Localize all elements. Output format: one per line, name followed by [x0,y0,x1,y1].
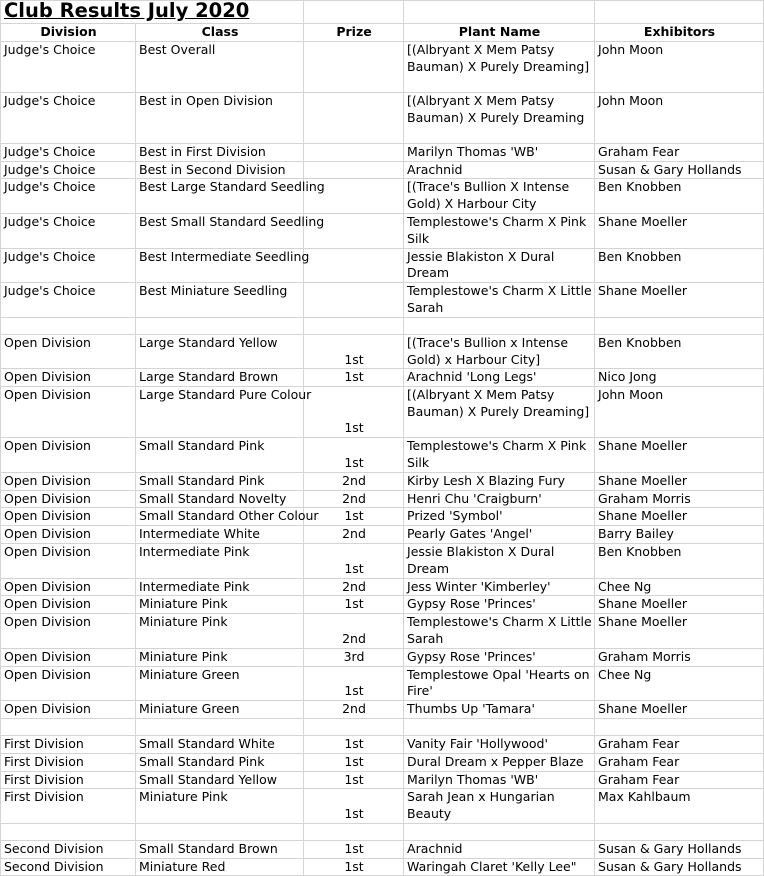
class-cell[interactable]: Best Small Standard Seedling [136,213,304,248]
plant-name-cell[interactable]: Gypsy Rose 'Princes' [404,648,595,666]
prize-cell[interactable] [304,283,404,318]
table-row [1,387,764,438]
prize-cell[interactable]: 1st [304,334,404,369]
plant-name-cell[interactable]: Templestowe's Charm X Pink Silk [404,213,595,248]
prize-cell[interactable]: 3rd [304,648,404,666]
prize-cell[interactable] [304,248,404,283]
class-cell[interactable]: Intermediate Pink [136,543,304,578]
plant-name-cell[interactable]: Gypsy Rose 'Princes' [404,596,595,614]
class-cell[interactable]: Small Standard Pink [136,438,304,473]
plant-name-cell[interactable]: Sarah Jean x Hungarian Beauty [404,789,595,824]
table-row [1,648,764,666]
plant-name-cell[interactable]: Marilyn Thomas 'WB' [404,143,595,161]
class-cell[interactable]: Miniature Green [136,701,304,719]
class-cell[interactable] [136,823,304,840]
prize-cell[interactable]: 1st [304,753,404,771]
class-cell[interactable]: Large Standard Brown [136,369,304,387]
prize-cell[interactable]: 2nd [304,578,404,596]
sheet-title-cell[interactable] [1,1,304,24]
exhibitor-cell[interactable]: Max Kahlbaum [595,789,764,824]
table-row [1,701,764,719]
exhibitor-cell[interactable]: Shane Moeller [595,213,764,248]
table-row [1,334,764,369]
exhibitor-cell[interactable] [595,823,764,840]
class-cell[interactable]: Small Standard Novelty [136,490,304,508]
class-cell[interactable]: Small Standard Pink [136,753,304,771]
table-row [1,508,764,526]
prize-cell[interactable]: 1st [304,596,404,614]
class-cell[interactable]: Small Standard Pink [136,472,304,490]
plant-name-cell[interactable]: Jessie Blakiston X Dural Dream [404,248,595,283]
table-row [1,543,764,578]
division-cell[interactable]: First Division [1,789,136,824]
table-row [1,858,764,876]
prize-cell[interactable]: 1st [304,840,404,858]
division-cell[interactable]: Judge's Choice [1,213,136,248]
exhibitor-cell[interactable]: Ben Knobben [595,179,764,214]
table-row [1,213,764,248]
table-row [1,526,764,544]
class-cell[interactable]: Miniature Pink [136,596,304,614]
plant-name-cell[interactable]: Templestowe's Charm X Little Sarah [404,283,595,318]
plant-name-cell[interactable]: Arachnid 'Long Legs' [404,369,595,387]
division-cell[interactable]: First Division [1,753,136,771]
class-cell[interactable]: Best in First Division [136,143,304,161]
class-cell[interactable]: Best Intermediate Seedling [136,248,304,283]
class-cell[interactable]: Best Large Standard Seedling [136,179,304,214]
division-cell[interactable]: Judge's Choice [1,92,136,143]
plant-name-cell[interactable]: [(Albryant X Mem Patsy Bauman) X Purely Dreaming [404,92,595,143]
division-cell[interactable]: Open Division [1,472,136,490]
prize-cell[interactable]: 1st [304,735,404,753]
table-row [1,823,764,840]
table-row [1,490,764,508]
division-cell[interactable]: Open Division [1,438,136,473]
exhibitor-cell[interactable]: John Moon [595,387,764,438]
plant-name-cell[interactable]: Arachnid [404,840,595,858]
division-cell[interactable]: Judge's Choice [1,161,136,179]
table-row [1,578,764,596]
class-cell[interactable]: Intermediate White [136,526,304,544]
exhibitor-cell[interactable]: Ben Knobben [595,334,764,369]
header-plant-name[interactable]: Plant Name [404,24,595,42]
division-cell[interactable]: Open Division [1,578,136,596]
table-row [1,179,764,214]
plant-name-cell[interactable]: Vanity Fair 'Hollywood' [404,735,595,753]
prize-cell[interactable]: 1st [304,387,404,438]
plant-name-cell[interactable]: [(Trace's Bullion x Intense Gold) x Harbour City] [404,334,595,369]
plant-name-cell[interactable]: Marilyn Thomas 'WB' [404,771,595,789]
division-cell[interactable]: Open Division [1,490,136,508]
exhibitor-cell[interactable]: Shane Moeller [595,596,764,614]
table-row [1,771,764,789]
exhibitor-cell[interactable]: Susan & Gary Hollands [595,840,764,858]
exhibitor-cell[interactable]: Chee Ng [595,578,764,596]
prize-cell[interactable]: 1st [304,508,404,526]
prize-cell[interactable]: 2nd [304,526,404,544]
plant-name-cell[interactable]: Henri Chu 'Craigburn' [404,490,595,508]
table-row [1,666,764,701]
division-cell[interactable]: Open Division [1,387,136,438]
prize-cell[interactable]: 1st [304,666,404,701]
plant-name-cell[interactable]: [(Trace's Bullion X Intense Gold) X Harbour City [404,179,595,214]
class-cell[interactable]: Miniature Pink [136,789,304,824]
exhibitor-cell[interactable]: Graham Fear [595,143,764,161]
division-cell[interactable]: Judge's Choice [1,179,136,214]
table-row [1,735,764,753]
table-row [1,41,764,92]
sheet-title: Club Results July 2020 [4,0,250,22]
plant-name-cell[interactable]: Dural Dream x Pepper Blaze [404,753,595,771]
class-cell[interactable]: Small Standard Yellow [136,771,304,789]
plant-name-cell[interactable]: Jess Winter 'Kimberley' [404,578,595,596]
table-row [1,472,764,490]
table-row [1,369,764,387]
plant-name-cell[interactable]: Prized 'Symbol' [404,508,595,526]
division-cell[interactable]: First Division [1,771,136,789]
table-row [1,614,764,649]
plant-name-cell[interactable]: Jessie Blakiston X Dural Dream [404,543,595,578]
prize-cell[interactable] [304,823,404,840]
exhibitor-cell[interactable]: Susan & Gary Hollands [595,858,764,876]
cell[interactable] [304,1,404,24]
header-class[interactable]: Class [136,24,304,42]
exhibitor-cell[interactable]: Graham Fear [595,735,764,753]
header-row [1,24,764,42]
division-cell[interactable]: Open Division [1,666,136,701]
table-row [1,596,764,614]
plant-name-cell[interactable]: [(Albryant X Mem Patsy Bauman) X Purely Dreaming] [404,41,595,92]
plant-name-cell[interactable]: Kirby Lesh X Blazing Fury [404,472,595,490]
prize-cell[interactable] [304,317,404,334]
table-row [1,753,764,771]
division-cell[interactable] [1,718,136,735]
exhibitor-cell[interactable]: Graham Fear [595,771,764,789]
plant-name-cell[interactable] [404,317,595,334]
exhibitor-cell[interactable] [595,317,764,334]
exhibitor-cell[interactable]: Shane Moeller [595,701,764,719]
table-row [1,143,764,161]
exhibitor-cell[interactable]: Graham Morris [595,490,764,508]
exhibitor-cell[interactable]: Shane Moeller [595,508,764,526]
plant-name-cell[interactable]: Templestowe's Charm X Little Sarah [404,614,595,649]
prize-cell[interactable]: 1st [304,789,404,824]
class-cell[interactable]: Best Miniature Seedling [136,283,304,318]
division-cell[interactable]: Open Division [1,334,136,369]
division-cell[interactable]: Open Division [1,614,136,649]
division-cell[interactable]: Second Division [1,840,136,858]
prize-cell[interactable]: 2nd [304,701,404,719]
plant-name-cell[interactable]: Templestowe Opal 'Hearts on Fire' [404,666,595,701]
class-cell[interactable] [136,718,304,735]
prize-cell[interactable]: 2nd [304,614,404,649]
exhibitor-cell[interactable] [595,718,764,735]
division-cell[interactable]: Open Division [1,508,136,526]
exhibitor-cell[interactable]: Nico Jong [595,369,764,387]
class-cell[interactable] [136,317,304,334]
exhibitor-cell[interactable]: Shane Moeller [595,614,764,649]
prize-cell[interactable]: 2nd [304,490,404,508]
division-cell[interactable]: Open Division [1,526,136,544]
cell[interactable] [404,1,595,24]
division-cell[interactable]: Open Division [1,596,136,614]
exhibitor-cell[interactable]: Shane Moeller [595,472,764,490]
plant-name-cell[interactable]: Waringah Claret 'Kelly Lee" [404,858,595,876]
table-row [1,840,764,858]
class-cell[interactable]: Small Standard White [136,735,304,753]
plant-name-cell[interactable]: [(Albryant X Mem Patsy Bauman) X Purely Dreaming] [404,387,595,438]
table-row [1,317,764,334]
table-row [1,283,764,318]
plant-name-cell[interactable]: Pearly Gates 'Angel' [404,526,595,544]
division-cell[interactable]: Judge's Choice [1,248,136,283]
class-cell[interactable]: Small Standard Other Colour [136,508,304,526]
prize-cell[interactable] [304,41,404,92]
division-cell[interactable]: Judge's Choice [1,143,136,161]
table-row [1,161,764,179]
plant-name-cell[interactable]: Thumbs Up 'Tamara' [404,701,595,719]
prize-cell[interactable]: 1st [304,369,404,387]
division-cell[interactable] [1,317,136,334]
division-cell[interactable]: Open Division [1,648,136,666]
plant-name-cell[interactable]: Arachnid [404,161,595,179]
prize-cell[interactable]: 1st [304,771,404,789]
division-cell[interactable]: First Division [1,735,136,753]
header-exhibitors[interactable]: Exhibitors [595,24,764,42]
exhibitor-cell[interactable]: Ben Knobben [595,248,764,283]
exhibitor-cell[interactable]: Graham Morris [595,648,764,666]
prize-cell[interactable] [304,143,404,161]
prize-cell[interactable]: 1st [304,858,404,876]
exhibitor-cell[interactable]: John Moon [595,92,764,143]
prize-cell[interactable]: 1st [304,438,404,473]
division-cell[interactable]: Judge's Choice [1,41,136,92]
division-cell[interactable]: Second Division [1,858,136,876]
class-cell[interactable]: Miniature Green [136,666,304,701]
header-prize[interactable]: Prize [304,24,404,42]
exhibitor-cell[interactable]: Shane Moeller [595,438,764,473]
table-row [1,438,764,473]
prize-cell[interactable] [304,92,404,143]
class-cell[interactable]: Best in Second Division [136,161,304,179]
prize-cell[interactable]: 2nd [304,472,404,490]
class-cell[interactable]: Large Standard Yellow [136,334,304,369]
division-cell[interactable]: Open Division [1,543,136,578]
class-cell[interactable]: Intermediate Pink [136,578,304,596]
division-cell[interactable]: Open Division [1,701,136,719]
header-division[interactable]: Division [1,24,136,42]
table-row [1,92,764,143]
prize-cell[interactable] [304,718,404,735]
exhibitor-cell[interactable]: Susan & Gary Hollands [595,161,764,179]
table-row [1,789,764,824]
class-cell[interactable]: Best in Open Division [136,92,304,143]
class-cell[interactable]: Miniature Pink [136,648,304,666]
class-cell[interactable]: Miniature Red [136,858,304,876]
title-row [1,1,764,24]
prize-cell[interactable]: 1st [304,543,404,578]
exhibitor-cell[interactable]: Ben Knobben [595,543,764,578]
class-cell[interactable]: Miniature Pink [136,614,304,649]
cell[interactable] [595,1,764,24]
table-row [1,718,764,735]
plant-name-cell[interactable] [404,823,595,840]
class-cell[interactable]: Best Overall [136,41,304,92]
class-cell[interactable]: Small Standard Brown [136,840,304,858]
class-cell[interactable]: Large Standard Pure Colour [136,387,304,438]
plant-name-cell[interactable] [404,718,595,735]
exhibitor-cell[interactable]: John Moon [595,41,764,92]
prize-cell[interactable] [304,161,404,179]
table-row [1,248,764,283]
division-cell[interactable] [1,823,136,840]
exhibitor-cell[interactable]: Barry Bailey [595,526,764,544]
exhibitor-cell[interactable]: Shane Moeller [595,283,764,318]
plant-name-cell[interactable]: Templestowe's Charm X Pink Silk [404,438,595,473]
sheet-body [1,1,764,876]
exhibitor-cell[interactable]: Chee Ng [595,666,764,701]
exhibitor-cell[interactable]: Graham Fear [595,753,764,771]
division-cell[interactable]: Judge's Choice [1,283,136,318]
division-cell[interactable]: Open Division [1,369,136,387]
